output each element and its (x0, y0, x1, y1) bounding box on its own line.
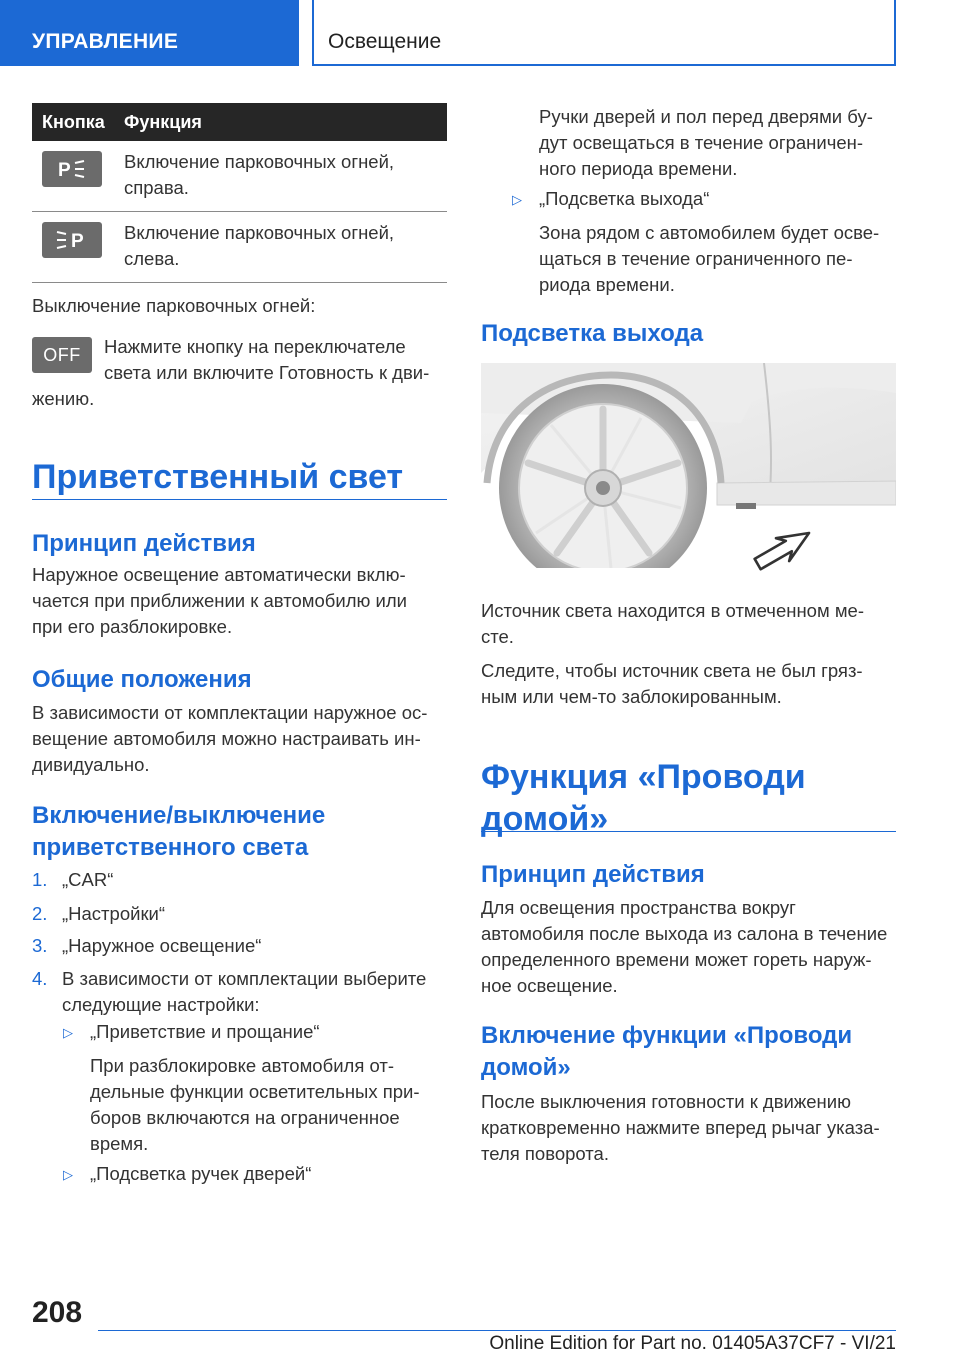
section-tab: УПРАВЛЕНИЕ (0, 0, 299, 66)
subheading-enable-home (481, 1020, 896, 1084)
table-row (32, 212, 447, 283)
chapter-title: Освещение (312, 0, 896, 66)
list-text: „Настройки“ (62, 903, 166, 924)
text-line: щаться в течение ограниченного пе- (539, 248, 853, 269)
text-line: дельные функции осветительных при- (90, 1081, 420, 1102)
text-line: Источник света находится в отмеченном ме- (481, 600, 864, 621)
text-line: автомобиля после выхода из салона в течение (481, 923, 888, 944)
paragraph (481, 658, 896, 710)
text-line: Зона рядом с автомобилем будет осве- (539, 222, 880, 243)
function-text: Включение парковочных огней, слева. (124, 212, 447, 283)
text-line: дивидуально. (32, 754, 150, 775)
text-line: приветственного света (32, 834, 309, 861)
text-line: После выключения готовности к движению (481, 1091, 851, 1112)
text-line: время. (90, 1133, 149, 1154)
text-line: Для освещения пространства вокруг (481, 897, 796, 918)
text-line: жению. (32, 388, 95, 409)
text-line: при его разблокировке. (32, 616, 233, 637)
paragraph (481, 1089, 896, 1167)
text-line: теля поворота. (481, 1143, 609, 1164)
text-line: Включение/выключение (32, 802, 326, 829)
text-line: Наружное освещение автоматически вклю- (32, 564, 406, 585)
text-line: ным или чем-то заблокированным. (481, 686, 782, 707)
text-line: Нажмите кнопку на переключателе (104, 336, 406, 357)
option-title: „Приветствие и прощание“ (90, 1021, 320, 1042)
list-item (32, 933, 447, 959)
bullet-triangle-icon: ▷ (63, 1167, 73, 1182)
text-line: Ручки дверей и пол перед дверями бу- (539, 106, 873, 127)
bullet-triangle-icon: ▷ (63, 1025, 73, 1040)
text-line: В зависимости от комплектации выберите (62, 968, 427, 989)
text-line: света или включите Готовность к дви- (104, 362, 430, 383)
function-text: Включение парковочных огней, справа. (124, 141, 447, 212)
text-line: ного периода времени. (539, 158, 738, 179)
off-button-icon: OFF (32, 337, 92, 373)
text-line: При разблокировке автомобиля от- (90, 1055, 394, 1076)
option-handle-title: „Подсветка ручек дверей“ (90, 1163, 312, 1184)
svg-text:P: P (58, 160, 71, 180)
option-exit (539, 186, 896, 298)
paragraph (481, 895, 896, 999)
text-line: Следите, чтобы источник света не был гряз- (481, 660, 863, 681)
text-line: домой» (481, 1054, 571, 1081)
button-function-table (32, 103, 447, 283)
section-divider (481, 831, 896, 832)
text-line: боров включаются на ограниченное (90, 1107, 400, 1128)
list-text (62, 966, 447, 1018)
list-item (32, 966, 447, 1018)
text-line: ное освещение. (481, 975, 618, 996)
section-divider (32, 499, 447, 500)
table-row (32, 141, 447, 212)
text-line: определенного времени может гореть наруж- (481, 949, 872, 970)
footer-divider (98, 1330, 896, 1331)
text-line: Включение функции «Проводи (481, 1022, 853, 1049)
text-line: риода времени. (539, 274, 675, 295)
paragraph (32, 700, 447, 778)
text-line: домой» (481, 800, 609, 838)
list-number: 3. (32, 935, 48, 956)
parking-off-intro: Выключение парковочных огней: (32, 295, 316, 316)
section-title-home (481, 756, 896, 840)
parking-light-left-icon (42, 222, 102, 258)
parking-off-instruction (32, 334, 447, 412)
list-text: „CAR“ (62, 869, 114, 890)
list-item (32, 867, 447, 893)
page-number: 208 (32, 1296, 83, 1329)
text-line: сте. (481, 626, 514, 647)
subheading-exit-light: Подсветка выхода (481, 320, 704, 347)
list-text: „Наружное освещение“ (62, 935, 262, 956)
text-line: чается при приближении к автомобилю или (32, 590, 407, 611)
text-line: В зависимости от комплектации наружное ос- (32, 702, 428, 723)
list-number: 4. (32, 968, 48, 989)
page-header (0, 0, 960, 66)
paragraph (481, 598, 896, 650)
text-line: кратковременно нажмите вперед рычаг указа- (481, 1117, 880, 1138)
paragraph (32, 562, 447, 640)
option-greet (90, 1019, 447, 1157)
list-item (32, 901, 447, 927)
list-number: 1. (32, 869, 48, 890)
option-handle-text (539, 104, 896, 182)
text-line: следующие настройки: (62, 994, 260, 1015)
text-line: вещение автомобиля можно настраивать ин- (32, 728, 421, 749)
subheading-principle: Принцип действия (32, 530, 256, 557)
exit-light-location-image (481, 363, 896, 579)
edition-note: Online Edition for Part no. 01405A37CF7 - VI/21 (489, 1333, 896, 1354)
section-title-welcome: Приветственный свет (32, 458, 404, 496)
list-number: 2. (32, 903, 48, 924)
svg-text:P: P (71, 231, 84, 251)
subheading-principle: Принцип действия (481, 861, 705, 888)
parking-light-right-icon (42, 151, 102, 187)
subheading-onoff (32, 800, 447, 864)
column-header-button: Кнопка (32, 103, 124, 141)
text-line: дут освещаться в течение ограничен- (539, 132, 864, 153)
column-header-function: Функция (124, 103, 447, 141)
option-title: „Подсветка выхода“ (539, 188, 710, 209)
subheading-general: Общие положения (32, 666, 252, 693)
bullet-triangle-icon: ▷ (512, 192, 522, 207)
text-line: Функция «Проводи (481, 758, 806, 796)
